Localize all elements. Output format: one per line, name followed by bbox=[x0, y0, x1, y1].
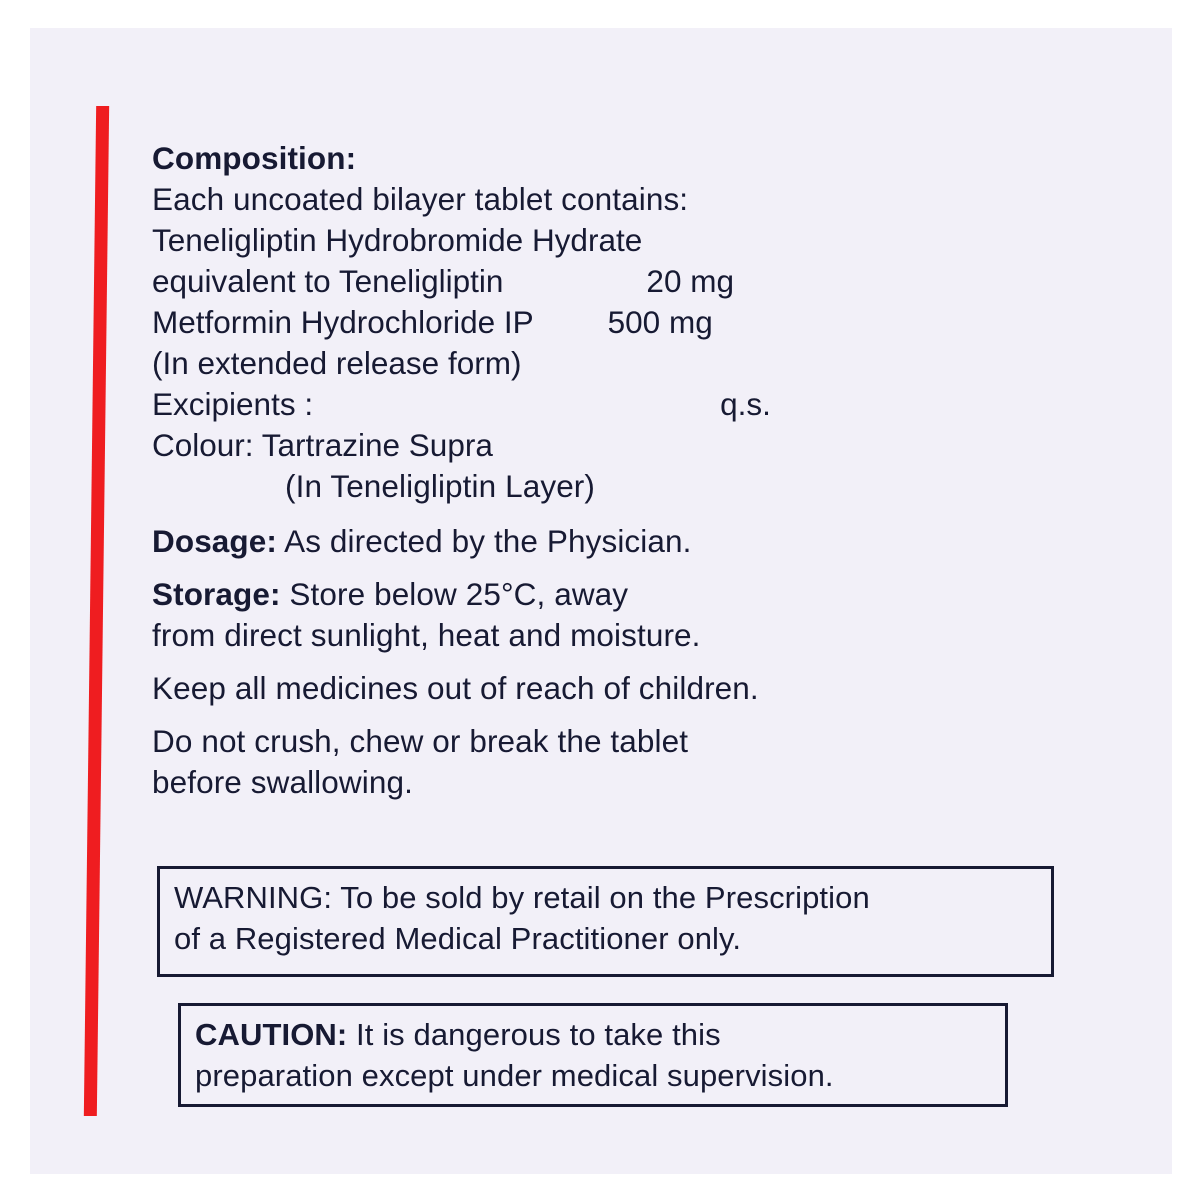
composition-row-label: Metformin Hydrochloride IP bbox=[152, 304, 534, 340]
do-not-crush-line-2: before swallowing. bbox=[152, 764, 413, 800]
warning-box bbox=[157, 866, 1054, 977]
composition-row-label: Colour: Tartrazine Supra bbox=[152, 427, 493, 463]
composition-row bbox=[152, 261, 1052, 302]
label-content bbox=[152, 138, 1052, 803]
caution-line-1 bbox=[195, 1014, 991, 1055]
composition-row-amount: 20 mg bbox=[646, 263, 734, 299]
dosage-text: As directed by the Physician. bbox=[276, 523, 692, 559]
composition-row bbox=[152, 220, 1052, 261]
keep-away-text: Keep all medicines out of reach of children. bbox=[152, 670, 759, 706]
dosage-heading: Dosage: bbox=[152, 523, 277, 559]
caution-line-2: preparation except under medical supervision. bbox=[195, 1058, 834, 1093]
storage-heading: Storage: bbox=[152, 576, 281, 612]
composition-row bbox=[152, 425, 1052, 466]
composition-row-amount: 500 mg bbox=[607, 304, 713, 340]
caution-line-1-rest: It is dangerous to take this bbox=[347, 1017, 721, 1052]
composition-intro: Each uncoated bilayer tablet contains: bbox=[152, 181, 689, 217]
dosage-line bbox=[152, 521, 1052, 562]
storage-line bbox=[152, 574, 1052, 615]
red-stripe-decoration bbox=[84, 106, 109, 1116]
composition-row-amount: q.s. bbox=[720, 386, 771, 422]
caution-prefix: CAUTION: bbox=[195, 1017, 348, 1052]
storage-text-1: Store below 25°C, away bbox=[280, 576, 629, 612]
composition-heading: Composition: bbox=[152, 140, 357, 176]
composition-row bbox=[152, 343, 1052, 384]
composition-row-label: (In extended release form) bbox=[152, 345, 522, 381]
warning-line-1: WARNING: To be sold by retail on the Prescription bbox=[174, 880, 870, 915]
composition-row-label: equivalent to Teneligliptin bbox=[152, 263, 504, 299]
do-not-crush-line-1: Do not crush, chew or break the tablet bbox=[152, 723, 689, 759]
storage-text-2: from direct sunlight, heat and moisture. bbox=[152, 617, 701, 653]
medicine-package-panel bbox=[30, 28, 1172, 1174]
composition-row bbox=[152, 384, 1052, 425]
caution-box bbox=[178, 1003, 1008, 1107]
composition-row-label: Teneligliptin Hydrobromide Hydrate bbox=[152, 222, 643, 258]
colour-layer-note: (In Teneligliptin Layer) bbox=[285, 468, 595, 504]
composition-row bbox=[152, 302, 1052, 343]
composition-row-label: Excipients : bbox=[152, 386, 314, 422]
warning-line-2: of a Registered Medical Practitioner only. bbox=[174, 921, 742, 956]
